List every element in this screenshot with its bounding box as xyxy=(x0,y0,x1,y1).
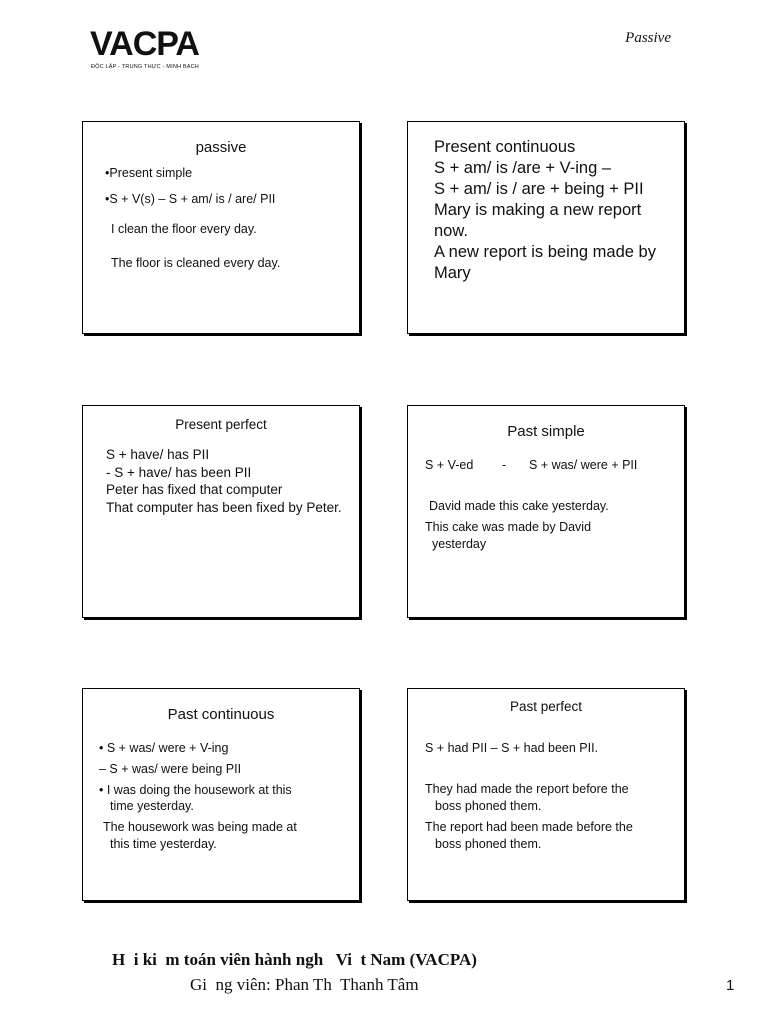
slide-title: Past continuous xyxy=(167,706,275,723)
footer-lecturer: Gi ng viên: Phan Th Thanh Tâm xyxy=(190,975,419,994)
slide-line: S + have/ has PII xyxy=(106,447,210,462)
footer-organization: H i ki m toán viên hành ngh Vi t Nam (VACPA) xyxy=(112,950,477,969)
slide-title: passive xyxy=(195,139,247,156)
formula-left: S + V-ed xyxy=(425,458,474,472)
slide-line: boss phoned them. xyxy=(435,837,542,851)
vacpa-logo xyxy=(90,24,206,74)
formula-separator: - xyxy=(502,458,507,472)
slide-line: now. xyxy=(434,222,468,240)
slide-line: - S + have/ has been PII xyxy=(106,464,252,480)
slide-line: • I was doing the housework at this xyxy=(99,783,292,797)
slide-line: time yesterday. xyxy=(110,799,194,813)
logo-text: VACPA xyxy=(90,25,199,63)
slide-line: A new report is being made by xyxy=(434,243,656,261)
slide-line: •Present simple xyxy=(105,166,193,180)
slide-title: Present perfect xyxy=(175,417,267,432)
slide-line: – S + was/ were being PII xyxy=(99,762,242,776)
logo-tagline: ĐỘC LẬP - TRUNG THỰC - MINH BẠCH xyxy=(91,64,199,70)
slide-line: I clean the floor every day. xyxy=(111,222,257,236)
slide-line: The floor is cleaned every day. xyxy=(111,256,281,270)
slide-line: this time yesterday. xyxy=(110,837,217,851)
slide-line: Mary is making a new report xyxy=(434,201,642,219)
slide-line: Present continuous xyxy=(434,138,576,156)
slide-line: •S + V(s) – S + am/ is / are/ PII xyxy=(105,192,276,206)
slide-title: Past perfect xyxy=(509,699,583,714)
slide-line: They had made the report before the xyxy=(425,782,629,796)
slide-line: David made this cake yesterday. xyxy=(429,499,609,513)
slide-present-continuous xyxy=(407,121,685,334)
slide-line: S + am/ is /are + V-ing – xyxy=(434,159,612,177)
slide-line: That computer has been fixed by Peter. xyxy=(106,499,342,515)
slide-passive xyxy=(82,121,360,334)
slide-line: Mary xyxy=(434,264,471,282)
slide-line: • S + was/ were + V-ing xyxy=(99,741,229,755)
formula-right: S + was/ were + PII xyxy=(529,458,638,472)
slide-line: Peter has fixed that computer xyxy=(106,482,283,497)
slide-past-perfect xyxy=(407,688,685,901)
slide-line: The report had been made before the xyxy=(425,820,633,834)
slide-line: boss phoned them. xyxy=(435,799,542,813)
slide-title: Past simple xyxy=(507,423,585,440)
slide-line: The housework was being made at xyxy=(103,820,297,834)
slide-line: This cake was made by David xyxy=(425,520,592,534)
slide-line: yesterday xyxy=(425,537,487,551)
header-title: Passive xyxy=(625,30,671,46)
slide-present-perfect xyxy=(82,405,360,618)
page-number: 1 xyxy=(726,977,735,994)
slide-line: S + am/ is / are + being + PII xyxy=(434,180,644,198)
slide-past-continuous xyxy=(82,688,360,901)
slide-past-simple xyxy=(407,405,685,618)
slide-line: S + had PII – S + had been PII. xyxy=(425,741,599,755)
